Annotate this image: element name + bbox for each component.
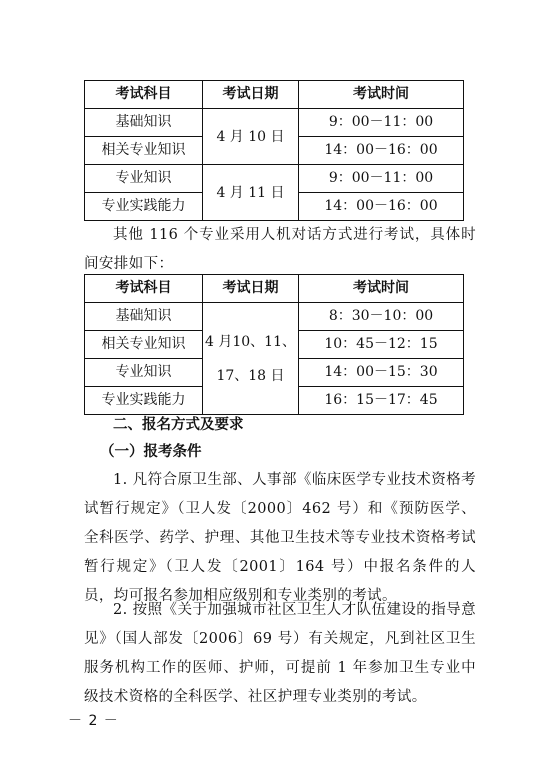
time-cell: 14：00－15：30 xyxy=(299,359,464,387)
subject-cell: 专业知识 xyxy=(85,359,203,387)
subsection-heading: （一）报考条件 xyxy=(100,444,202,460)
header-subject: 考试科目 xyxy=(85,275,203,303)
subject-cell: 相关专业知识 xyxy=(85,137,203,165)
date-line: 4 月10、11、 xyxy=(205,333,296,350)
time-cell: 9：00－11：00 xyxy=(299,165,464,193)
paragraph-eligibility-2: 2. 按照《关于加强城市社区卫生人才队伍建设的指导意见》（国人部发〔2006〕69 号）有关规定，凡到社区卫生服务机构工作的医师、护师，可提前 1 年参加卫生专业中级技术资格的全科医学、社区护理专业类别的考试。 xyxy=(84,602,476,705)
time-cell: 10：45－12：15 xyxy=(299,331,464,359)
header-date: 考试日期 xyxy=(203,275,299,303)
date-cell: 4 月 11 日 xyxy=(203,165,299,221)
subject-cell: 专业实践能力 xyxy=(85,193,203,221)
date-cell: 4 月 10 日 xyxy=(203,109,299,165)
subject-cell: 基础知识 xyxy=(85,303,203,331)
table-header-row xyxy=(85,81,464,109)
exam-schedule-table-paper xyxy=(84,80,464,221)
table-row xyxy=(85,165,464,193)
time-cell: 14：00－16：00 xyxy=(299,193,464,221)
time-cell: 9：00－11：00 xyxy=(299,109,464,137)
header-date: 考试日期 xyxy=(203,81,299,109)
date-line: 17、18 日 xyxy=(216,367,285,384)
time-cell: 8：30－10：00 xyxy=(299,303,464,331)
subject-cell: 基础知识 xyxy=(85,109,203,137)
subject-cell: 相关专业知识 xyxy=(85,331,203,359)
time-cell: 16：15－17：45 xyxy=(299,387,464,415)
page-number: － 2 － xyxy=(68,713,119,729)
header-time: 考试时间 xyxy=(299,275,464,303)
header-subject: 考试科目 xyxy=(85,81,203,109)
paragraph-eligibility-1: 1. 凡符合原卫生部、人事部《临床医学专业技术资格考试暂行规定》（卫人发〔2000〕462 号）和《预防医学、全科医学、药学、护理、其他卫生技术等专业技术资格考试暂行规定》（卫人发〔2001〕164 号）中报名条件的人员，均可报名参加相应级别和专业类别的考试。 xyxy=(84,472,476,604)
subject-cell: 专业知识 xyxy=(85,165,203,193)
time-cell: 14：00－16：00 xyxy=(299,137,464,165)
table-row xyxy=(85,109,464,137)
table-row xyxy=(85,303,464,331)
header-time: 考试时间 xyxy=(299,81,464,109)
table-header-row xyxy=(85,275,464,303)
subject-cell: 专业实践能力 xyxy=(85,387,203,415)
intro-paragraph: 其他 116 个专业采用人机对话方式进行考试，具体时间安排如下： xyxy=(84,227,476,272)
date-cell xyxy=(203,303,299,415)
exam-schedule-table-computer xyxy=(84,274,464,415)
section-heading: 二、报名方式及要求 xyxy=(113,417,244,433)
